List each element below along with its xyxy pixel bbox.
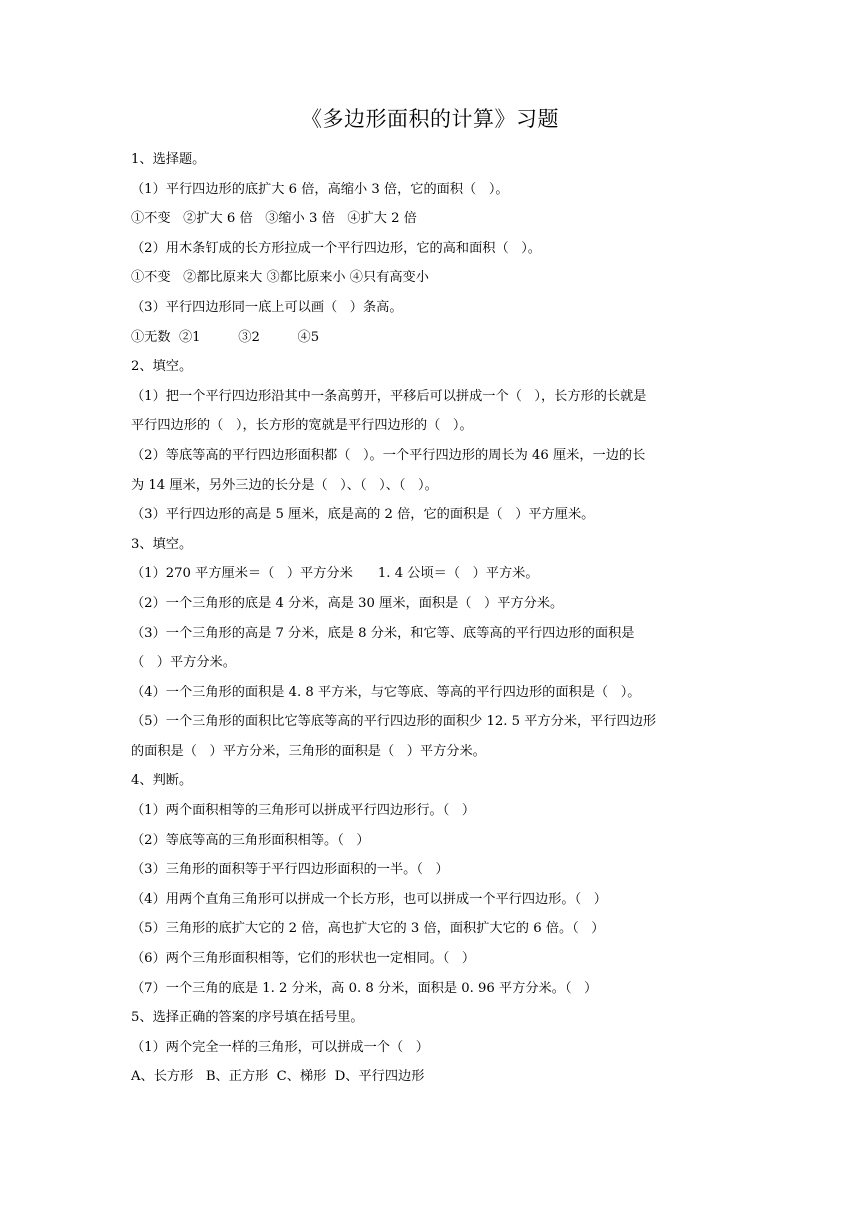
question-4-7: （7）一个三角的底是 1. 2 分米，高 0. 8 分米，面积是 0. 96 平方分米。（ ） bbox=[131, 980, 598, 996]
exercise-body bbox=[131, 145, 731, 1092]
question-1-2: （2）用木条钉成的长方形拉成一个平行四边形，它的高和面积（ ）。 bbox=[131, 240, 541, 256]
question-3-3-cont: （ ）平方分米。 bbox=[131, 655, 236, 671]
question-4-3: （3）三角形的面积等于平行四边形面积的一半。（ ） bbox=[131, 862, 449, 878]
question-3-2: （2）一个三角形的底是 4 分米，高是 30 厘米，面积是（ ）平方分米。 bbox=[131, 595, 564, 611]
question-5-1-options: A、长方形 B、正方形 C、梯形 D、平行四边形 bbox=[131, 1069, 425, 1085]
question-2-1-cont: 平行四边形的（ ），长方形的宽就是平行四边形的（ ）。 bbox=[131, 418, 473, 434]
question-1-1-options: ①不变 ②扩大 6 倍 ③缩小 3 倍 ④扩大 2 倍 bbox=[131, 211, 417, 227]
question-5-1: （1）两个完全一样的三角形，可以拼成一个（ ） bbox=[131, 1039, 429, 1055]
question-4-4: （4）用两个直角三角形可以拼成一个长方形，也可以拼成一个平行四边形。（ ） bbox=[131, 891, 607, 907]
section-5-heading: 5、选择正确的答案的序号填在括号里。 bbox=[131, 1010, 364, 1026]
question-1-3: （3）平行四边形同一底上可以画（ ）条高。 bbox=[131, 299, 403, 315]
section-2-heading: 2、填空。 bbox=[131, 359, 193, 375]
question-4-2: （2）等底等高的三角形面积相等。（ ） bbox=[131, 832, 370, 848]
page-title: 《多边形面积的计算》习题 bbox=[301, 107, 559, 131]
question-2-2: （2）等底等高的平行四边形面积都（ ）。一个平行四边形的周长为 46 厘米，一边的长 bbox=[131, 447, 646, 463]
question-2-3: （3）平行四边形的高是 5 厘米，底是高的 2 倍，它的面积是（ ）平方厘米。 bbox=[131, 507, 595, 523]
question-3-4: （4）一个三角形的面积是 4. 8 平方米，与它等底、等高的平行四边形的面积是（ ）。 bbox=[131, 684, 641, 700]
question-1-1: （1）平行四边形的底扩大 6 倍，高缩小 3 倍，它的面积（ ）。 bbox=[131, 181, 509, 197]
question-2-1: （1）把一个平行四边形沿其中一条高剪开，平移后可以拼成一个（ ），长方形的长就是 bbox=[131, 388, 647, 404]
section-1-heading: 1、选择题。 bbox=[131, 152, 206, 167]
question-3-5-cont: 的面积是（ ）平方分米，三角形的面积是（ ）平方分米。 bbox=[131, 743, 486, 759]
question-1-3-options: ①无数 ②1 ③2 ④5 bbox=[131, 329, 320, 345]
question-4-6: （6）两个三角形面积相等，它们的形状也一定相同。（ ） bbox=[131, 951, 476, 967]
section-4-heading: 4、判断。 bbox=[131, 773, 193, 789]
question-4-1: （1）两个面积相等的三角形可以拼成平行四边形行。（ ） bbox=[131, 803, 476, 819]
question-3-3: （3）一个三角形的高是 7 分米，底是 8 分米，和它等、底等高的平行四边形的面积是 bbox=[131, 625, 635, 641]
question-1-2-options: ①不变 ②都比原来大 ③都比原来小 ④只有高变小 bbox=[131, 270, 429, 286]
section-3-heading: 3、填空。 bbox=[131, 536, 193, 552]
question-3-1: （1）270 平方厘米＝（ ）平方分米 1. 4 公顷＝（ ）平方米。 bbox=[131, 566, 539, 582]
question-2-2-cont: 为 14 厘米，另外三边的长分是（ ）、（ ）、（ ）。 bbox=[131, 477, 438, 493]
question-4-5: （5）三角形的底扩大它的 2 倍，高也扩大它的 3 倍，面积扩大它的 6 倍。（ ） bbox=[131, 921, 605, 937]
question-3-5: （5）一个三角形的面积比它等底等高的平行四边形的面积少 12. 5 平方分米，平行四边形 bbox=[131, 714, 657, 730]
